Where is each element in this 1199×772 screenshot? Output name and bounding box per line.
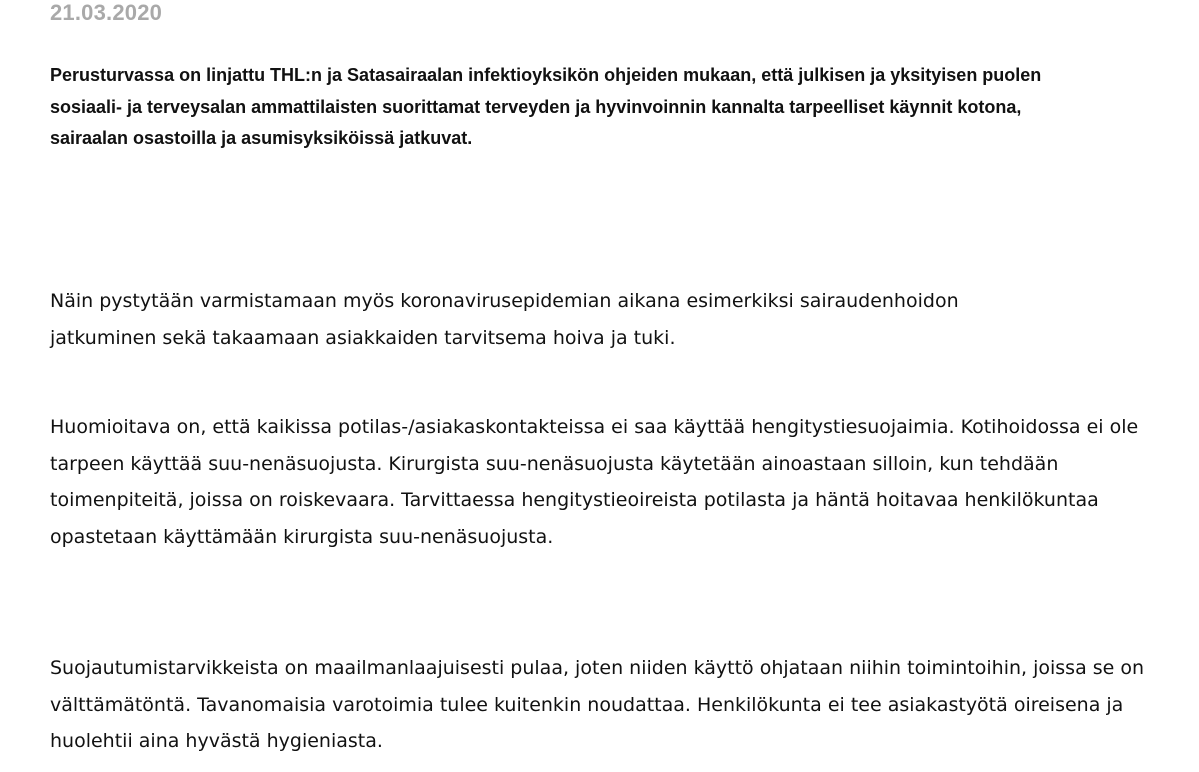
- article-date: 21.03.2020: [50, 0, 163, 25]
- article-paragraph: Suojautumistarvikkeista on maailmanlaajuisesti pulaa, joten niiden käyttö ohjataan niihin toimintoihin, joissa se on välttämätöntä. Tavanomaisia varotoimia tulee kuitenkin noudattaa. Henkilökunta ei tee asiakastyötä oireisena ja huolehtii aina hyvästä hygieniasta.: [50, 657, 1145, 752]
- article-paragraph: Huomioitava on, että kaikissa potilas-/asiakaskontakteissa ei saa käyttää hengitystiesuojaimia. Kotihoidossa ei ole tarpeen käyttää suu-nenäsuojusta. Kirurgista suu-nenäsuojusta käytetään ainoastaan silloin, kun tehdään toimenpiteitä, joissa on roiskevaara. Tarvittaessa hengitystieoireista potilasta ja häntä hoitavaa henkilökuntaa opastetaan käyttämään kirurgista suu-nenäsuojusta.: [50, 416, 1139, 548]
- article-paragraph: Näin pystytään varmistamaan myös koronavirusepidemian aikana esimerkiksi sairaudenhoidon jatkuminen sekä takaamaan asiakkaiden tarvitsema hoiva ja tuki.: [50, 290, 959, 349]
- article-lead: Perusturvassa on linjattu THL:n ja Satasairaalan infektioyksikön ohjeiden mukaan, että julkisen ja yksityisen puolen sosiaali- ja terveysalan ammattilaisten suorittamat terveyden ja hyvinvoinnin kannalta tarpeelliset käynnit kotona, sairaalan osastoilla ja asumisyksiköissä jatkuvat.: [50, 65, 1042, 148]
